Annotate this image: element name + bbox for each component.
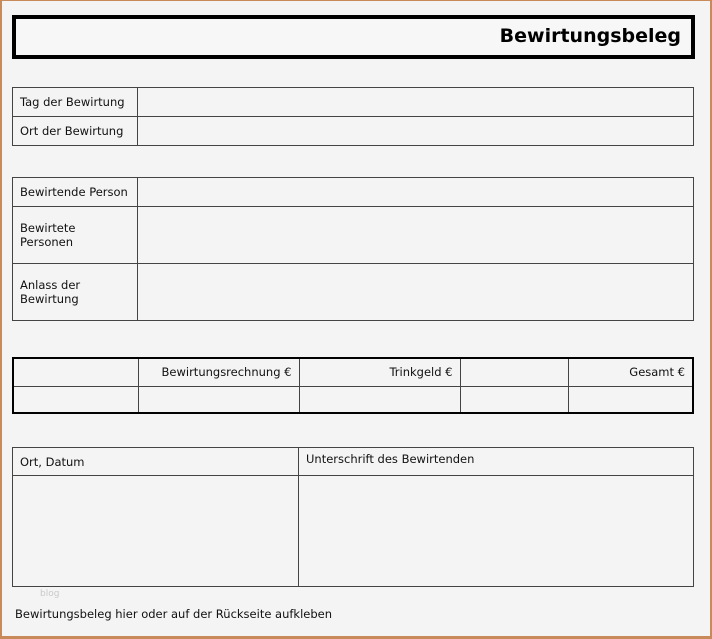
bewirtende-label: Bewirtende Person (13, 178, 138, 207)
form-title: Bewirtungsbeleg (499, 25, 681, 47)
table-row (13, 88, 694, 117)
ort-label: Ort der Bewirtung (13, 117, 138, 146)
ort-datum-label: Ort, Datum (13, 448, 299, 476)
persons-table (12, 177, 694, 321)
amount-spacer-header (460, 358, 568, 386)
anlass-label: Anlass der Bewirtung (13, 264, 138, 321)
tag-field[interactable] (138, 88, 694, 117)
unterschrift-label: Unterschrift des Bewirtenden (299, 448, 694, 476)
title-box (12, 15, 695, 59)
amount-empty-header (13, 358, 138, 386)
bewirtete-field[interactable] (138, 207, 694, 264)
bewirtende-field[interactable] (138, 178, 694, 207)
ort-datum-field[interactable] (13, 476, 299, 587)
rechnung-field[interactable] (138, 386, 299, 413)
anlass-field[interactable] (138, 264, 694, 321)
amounts-table (12, 357, 694, 414)
gesamt-label: Gesamt € (568, 358, 693, 386)
table-row (13, 448, 694, 476)
footer-note: Bewirtungsbeleg hier oder auf der Rückseite aufkleben (15, 607, 333, 621)
table-row (13, 178, 694, 207)
rechnung-label: Bewirtungsrechnung € (138, 358, 299, 386)
table-row (13, 386, 693, 413)
unterschrift-field[interactable] (299, 476, 694, 587)
amount-row-label-field[interactable] (13, 386, 138, 413)
bewirtete-label: Bewirtete Personen (13, 207, 138, 264)
trinkgeld-field[interactable] (299, 386, 460, 413)
ort-field[interactable] (138, 117, 694, 146)
table-row (13, 358, 693, 386)
trinkgeld-label: Trinkgeld € (299, 358, 460, 386)
table-row (13, 264, 694, 321)
tag-label: Tag der Bewirtung (13, 88, 138, 117)
table-row (13, 476, 694, 587)
amount-spacer-field[interactable] (460, 386, 568, 413)
date-place-table (12, 87, 694, 146)
signature-table (12, 447, 694, 587)
watermark: blog (40, 589, 60, 599)
table-row (13, 207, 694, 264)
table-row (13, 117, 694, 146)
gesamt-field[interactable] (568, 386, 693, 413)
